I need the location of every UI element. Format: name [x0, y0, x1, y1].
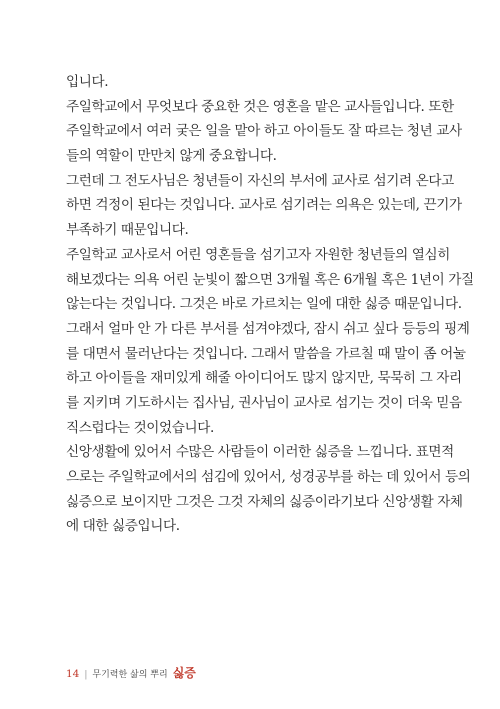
- text-line: 그런데 그 전도사님은 청년들이 자신의 부서에 교사로 섬기려 온다고: [66, 172, 454, 189]
- text-line: 를 지키며 기도하시는 집사님, 권사님이 교사로 섬기는 것이 더욱 믿음: [66, 394, 462, 411]
- page-footer: [66, 664, 196, 681]
- text-line: 하고 아이들을 재미있게 해줄 아이디어도 많지 않지만, 묵묵히 그 자리: [66, 370, 462, 387]
- text-line: 부족하기 때문입니다.: [66, 222, 189, 239]
- text-line: 않는다는 것입니다. 그것은 바로 가르치는 일에 대한 싫증 때문입니다.: [66, 296, 462, 313]
- text-line: 그래서 얼마 안 가 다른 부서를 섬겨야겠다, 잠시 쉬고 싶다 등등의 핑계: [66, 320, 470, 337]
- text-line: 입니다.: [66, 74, 109, 90]
- text-line: 싫증으로 보이지만 그것은 그것 자체의 싫증이라기보다 신앙생활 자체: [66, 493, 463, 510]
- text-line: 해보겠다는 의욕 어린 눈빛이 짧으면 3개월 혹은 6개월 혹은 1년이 가질: [66, 271, 474, 288]
- page-number: 14: [66, 668, 80, 680]
- text-line: 직스럽다는 것이었습니다.: [66, 419, 214, 436]
- text-line: 하면 걱정이 된다는 것입니다. 교사로 섬기려는 의욕은 있는데, 끈기가: [66, 197, 462, 214]
- text-line: 주일학교에서 무엇보다 중요한 것은 영혼을 맡은 교사들입니다. 또한: [66, 98, 454, 115]
- body-text: [66, 70, 474, 539]
- book-title: 싫증: [172, 666, 196, 680]
- text-line: 주일학교에서 여러 궂은 일을 맡아 하고 아이들도 잘 따르는 청년 교사: [66, 123, 462, 140]
- text-line: 으로는 주일학교에서의 섬김에 있어서, 성경공부를 하는 데 있어서 등의: [66, 469, 471, 485]
- footer-separator: |: [84, 670, 88, 680]
- text-line: 를 대면서 물러난다는 것입니다. 그래서 말씀을 가르칠 때 말이 좀 어눌: [66, 345, 466, 362]
- text-line: 주일학교 교사로서 어린 영혼들을 섬기고자 자원한 청년들의 열심히: [66, 246, 450, 263]
- text-line: 에 대한 싫증입니다.: [66, 518, 180, 535]
- text-line: 들의 역할이 만만치 않게 중요합니다.: [66, 148, 277, 165]
- book-subtitle: 무기력한 삶의 뿌리: [92, 670, 168, 680]
- text-line: 신앙생활에 있어서 수많은 사람들이 이러한 싫증을 느낍니다. 표면적: [66, 444, 454, 461]
